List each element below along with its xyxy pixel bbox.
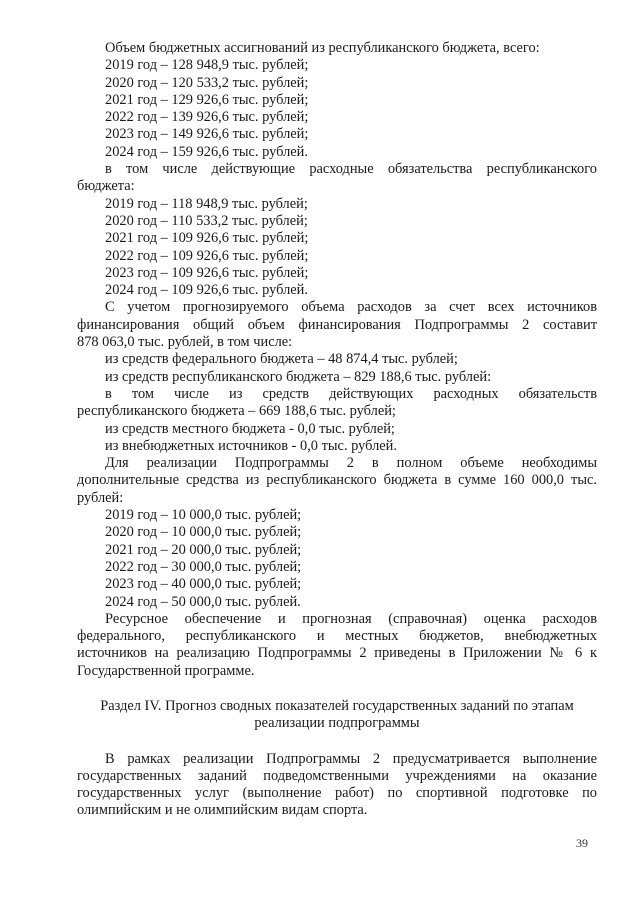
obligations-2024: 2024 год – 109 926,6 тыс. рублей. — [105, 282, 308, 299]
section4-line1: В рамках реализации Подпрограммы 2 предусматривается выполнение — [105, 750, 597, 767]
resources-line4: Государственной программе. — [77, 662, 255, 679]
additional-2019: 2019 год – 10 000,0 тыс. рублей; — [105, 507, 302, 524]
heading-gap — [77, 733, 597, 751]
financing-extrabudgetary: из внебюджетных источников - 0,0 тыс. рублей. — [105, 437, 397, 454]
financing-republican: из средств республиканского бюджета – 829 188,6 тыс. рублей: — [105, 368, 492, 385]
financing-line1: С учетом прогнозируемого объема расходов за счет всех источников — [105, 299, 597, 316]
section-gap — [77, 680, 597, 698]
republic-budget-2020: 2020 год – 120 533,2 тыс. рублей; — [105, 74, 309, 91]
financing-obligations-line2: республиканского бюджета – 669 188,6 тыс. рублей; — [77, 403, 396, 420]
additional-2022: 2022 год – 30 000,0 тыс. рублей; — [105, 558, 302, 575]
section4-line3: государственных услуг (выполнение работ) по спортивной подготовке по — [77, 785, 597, 802]
additional-2020: 2020 год – 10 000,0 тыс. рублей; — [105, 524, 302, 541]
page-number: 39 — [576, 836, 588, 850]
resources-line1: Ресурсное обеспечение и прогнозная (справочная) оценка расходов — [105, 610, 597, 627]
section4-line2: государственных заданий подведомственными учреждениями на оказание — [77, 767, 597, 784]
republic-budget-2019: 2019 год – 128 948,9 тыс. рублей; — [105, 57, 309, 74]
additional-2023: 2023 год – 40 000,0 тыс. рублей; — [105, 576, 302, 593]
republic-budget-intro: Объем бюджетных ассигнований из республиканского бюджета, всего: — [105, 40, 540, 56]
obligations-2023: 2023 год – 109 926,6 тыс. рублей; — [105, 264, 309, 281]
resources-line2: федерального, республиканского и местных бюджетов, внебюджетных — [77, 628, 597, 645]
financing-obligations-line1: в том числе из средств действующих расходных обязательств — [105, 385, 597, 402]
obligations-intro-line1: в том числе действующие расходные обязательства республиканского — [105, 161, 597, 178]
resources-line3: источников на реализацию Подпрограммы 2 приведены в Приложении № 6 к — [77, 645, 597, 662]
republic-budget-2021: 2021 год – 129 926,6 тыс. рублей; — [105, 91, 309, 108]
additional-line2: дополнительные средства из республиканского бюджета в сумме 160 000,0 тыс. — [77, 472, 597, 489]
obligations-2019: 2019 год – 118 948,9 тыс. рублей; — [105, 195, 308, 212]
obligations-2020: 2020 год – 110 533,2 тыс. рублей; — [105, 212, 308, 229]
republic-budget-2022: 2022 год – 139 926,6 тыс. рублей; — [105, 109, 309, 126]
additional-2021: 2021 год – 20 000,0 тыс. рублей; — [105, 541, 302, 558]
section4-heading-line1: Раздел IV. Прогноз сводных показателей государственных заданий по этапам — [100, 697, 574, 714]
section4-line4: олимпийским и не олимпийским видам спорта. — [77, 802, 368, 819]
additional-2024: 2024 год – 50 000,0 тыс. рублей. — [105, 593, 301, 610]
obligations-2021: 2021 год – 109 926,6 тыс. рублей; — [105, 230, 309, 247]
republic-budget-2023: 2023 год – 149 926,6 тыс. рублей; — [105, 126, 309, 143]
financing-line3: 878 063,0 тыс. рублей, в том числе: — [77, 334, 293, 351]
financing-line2: финансирования общий объем финансирования Подпрограммы 2 составит — [77, 316, 597, 333]
additional-line3: рублей: — [77, 489, 124, 506]
section4-heading-line2: реализации подпрограммы — [254, 715, 420, 732]
additional-line1: Для реализации Подпрограммы 2 в полном объеме необходимы — [105, 455, 597, 472]
financing-federal: из средств федерального бюджета – 48 874,4 тыс. рублей; — [105, 351, 458, 368]
obligations-2022: 2022 год – 109 926,6 тыс. рублей; — [105, 247, 309, 264]
republic-budget-2024: 2024 год – 159 926,6 тыс. рублей. — [105, 143, 308, 160]
document-body — [77, 40, 597, 820]
financing-local: из средств местного бюджета - 0,0 тыс. рублей; — [105, 420, 395, 437]
obligations-intro-line2: бюджета: — [77, 178, 135, 195]
